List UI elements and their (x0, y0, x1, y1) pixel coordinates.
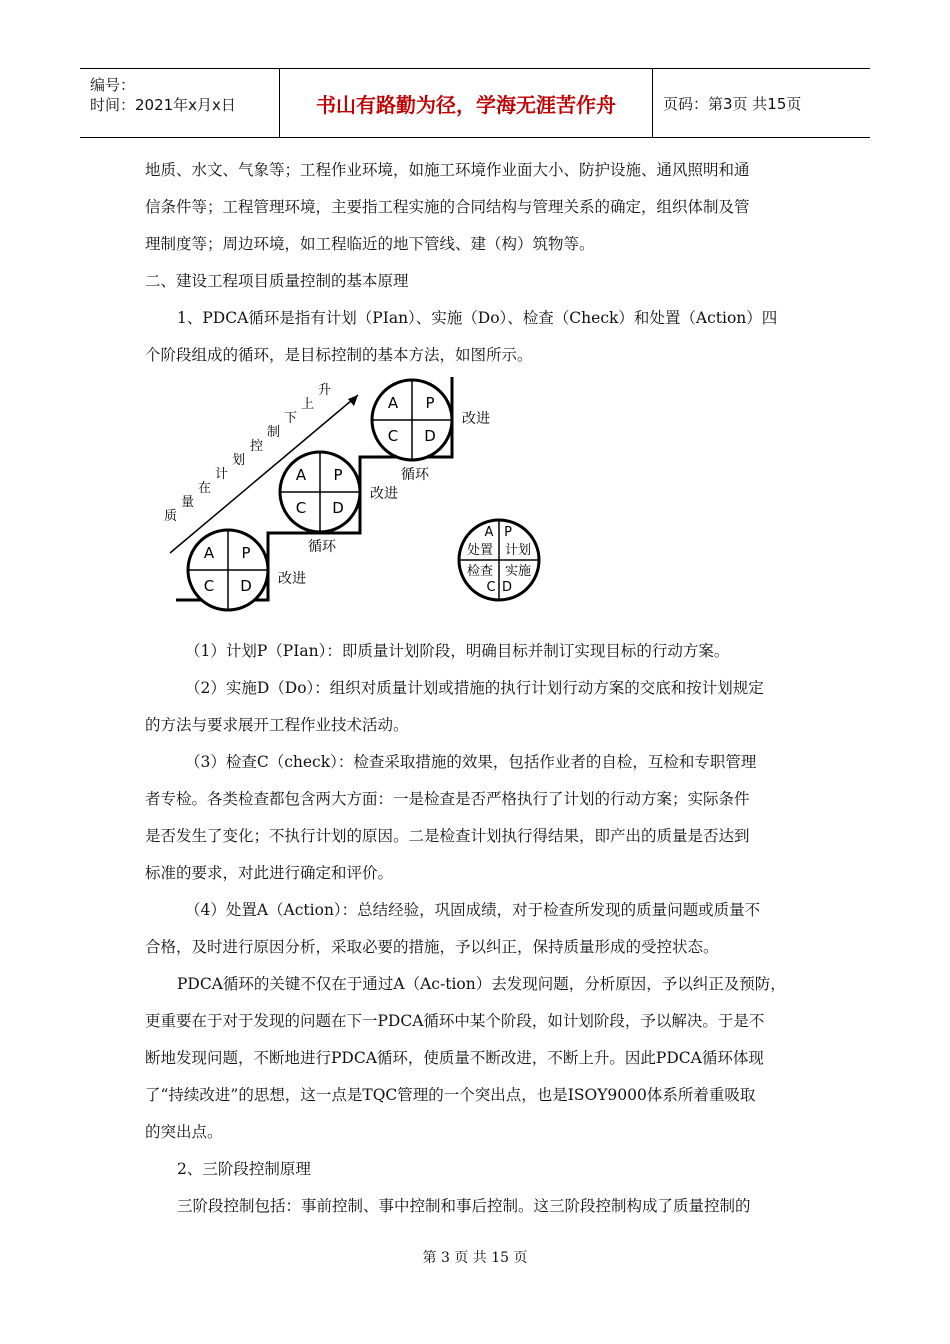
svg-text:P: P (425, 394, 435, 412)
paragraph-line: 个阶段组成的循环，是目标控制的基本方法，如图所示。 (145, 346, 533, 364)
paragraph-line: 地质、水文、气象等；工程作业环境，如施工环境作业面大小、防护设施、通风照明和通 (145, 161, 750, 179)
svg-text:实施: 实施 (504, 564, 532, 579)
diag-char: 控 (250, 439, 264, 454)
svg-text:A: A (203, 544, 215, 562)
paragraph-line: 标准的要求，对此进行确定和评价。 (145, 864, 394, 882)
section-heading: 2、三阶段控制原理 (177, 1160, 311, 1178)
header-page-info: 页码：第3页 共15页 (663, 94, 802, 113)
paragraph-line: 的突出点。 (145, 1123, 223, 1141)
svg-text:计划: 计划 (504, 543, 532, 558)
diag-char: 在 (198, 481, 212, 496)
svg-text:C: C (295, 499, 307, 517)
label-cycle: 循环 (401, 467, 429, 483)
label-improve: 改进 (278, 571, 306, 587)
paragraph-line: 断地发现问题，不断地进行PDCA循环，使质量不断改进，不断上升。因此PDCA循环体现 (145, 1049, 764, 1067)
svg-text:C: C (387, 427, 399, 445)
diag-char: 上 (301, 397, 315, 412)
svg-text:C: C (486, 580, 496, 595)
paragraph-line: 1、PDCA循环是指有计划（PIan）、实施（Do）、检查（Check）和处置（Action）四 (177, 309, 778, 327)
label-improve: 改进 (370, 486, 398, 502)
paragraph-line: （4）处置A（Action）：总结经验，巩固成绩，对于检查所发现的质量问题或质量不 (185, 901, 761, 919)
svg-text:D: D (332, 499, 344, 517)
header-meta (80, 69, 280, 137)
svg-text:D: D (240, 577, 252, 595)
diag-char: 制 (267, 425, 281, 440)
svg-text:D: D (501, 580, 513, 595)
diag-char: 升 (318, 383, 332, 398)
paragraph-line: 理制度等；周边环境，如工程临近的地下管线、建（构）筑物等。 (145, 235, 595, 253)
doc-date: 时间：2021年x月x日 (90, 96, 236, 114)
section-heading: 二、建设工程项目质量控制的基本原理 (145, 272, 409, 290)
svg-text:A: A (295, 466, 307, 484)
diag-char: 量 (181, 495, 195, 510)
paragraph-line: 合格，及时进行原因分析，采取必要的措施，予以纠正，保持质量形成的受控状态。 (145, 938, 719, 956)
pdca-circle-2 (280, 452, 360, 532)
paragraph-line: 的方法与要求展开工程作业技术活动。 (145, 716, 409, 734)
label-cycle: 循环 (308, 539, 336, 555)
document-body (145, 152, 815, 374)
paragraph-line: （2）实施D（Do）：组织对质量计划或措施的执行计划行动方案的交底和按计划规定 (185, 679, 764, 697)
svg-text:检查: 检查 (466, 564, 494, 579)
paragraph-line: 了“持续改进”的思想，这一点是TQC管理的一个突出点，也是ISOY9000体系所着重吸取 (145, 1086, 756, 1104)
svg-text:C: C (203, 577, 215, 595)
svg-text:处置: 处置 (466, 543, 494, 558)
pdca-circle-3 (372, 380, 452, 460)
svg-text:D: D (424, 427, 436, 445)
pdca-figure (160, 375, 560, 615)
pdca-circle-1 (188, 530, 268, 610)
diag-char: 质 (164, 509, 178, 524)
paragraph-line: 信条件等；工程管理环境，主要指工程实施的合同结构与管理关系的确定，组织体制及管 (145, 198, 750, 216)
paragraph-line: （1）计划P（PIan）：即质量计划阶段，明确目标并制订实现目标的行动方案。 (185, 642, 730, 660)
diag-char: 下 (284, 411, 298, 426)
svg-text:A: A (387, 394, 399, 412)
page-footer: 第 3 页 共 15 页 (422, 1250, 528, 1266)
document-body-continued (145, 633, 815, 1225)
svg-text:P: P (504, 525, 512, 540)
header-motto: 书山有路勤为径，学海无涯苦作舟 (280, 69, 653, 137)
pdca-legend-circle (459, 520, 539, 600)
diag-char: 划 (232, 453, 246, 468)
page-header (80, 68, 870, 138)
doc-number-label: 编号： (90, 76, 136, 94)
diag-char: 计 (215, 467, 229, 482)
paragraph-line: 是否发生了变化；不执行计划的原因。二是检查计划执行得结果，即产出的质量是否达到 (145, 827, 750, 845)
svg-text:P: P (241, 544, 251, 562)
paragraph-line: 三阶段控制包括：事前控制、事中控制和事后控制。这三阶段控制构成了质量控制的 (177, 1197, 751, 1215)
paragraph-line: PDCA循环的关键不仅在于通过A（Ac-tion）去发现问题，分析原因，予以纠正及预防， (177, 975, 786, 993)
svg-text:A: A (484, 525, 494, 540)
svg-text:P: P (333, 466, 343, 484)
paragraph-line: （3）检查C（check）：检查采取措施的效果，包括作业者的自检，互检和专职管理 (185, 753, 757, 771)
paragraph-line: 者专检。各类检查都包含两大方面：一是检查是否严格执行了计划的行动方案；实际条件 (145, 790, 750, 808)
pdca-diagram (160, 375, 560, 615)
label-improve: 改进 (462, 411, 490, 427)
paragraph-line: 更重要在于对于发现的问题在下一PDCA循环中某个阶段，如计划阶段，予以解决。于是不 (145, 1012, 765, 1030)
